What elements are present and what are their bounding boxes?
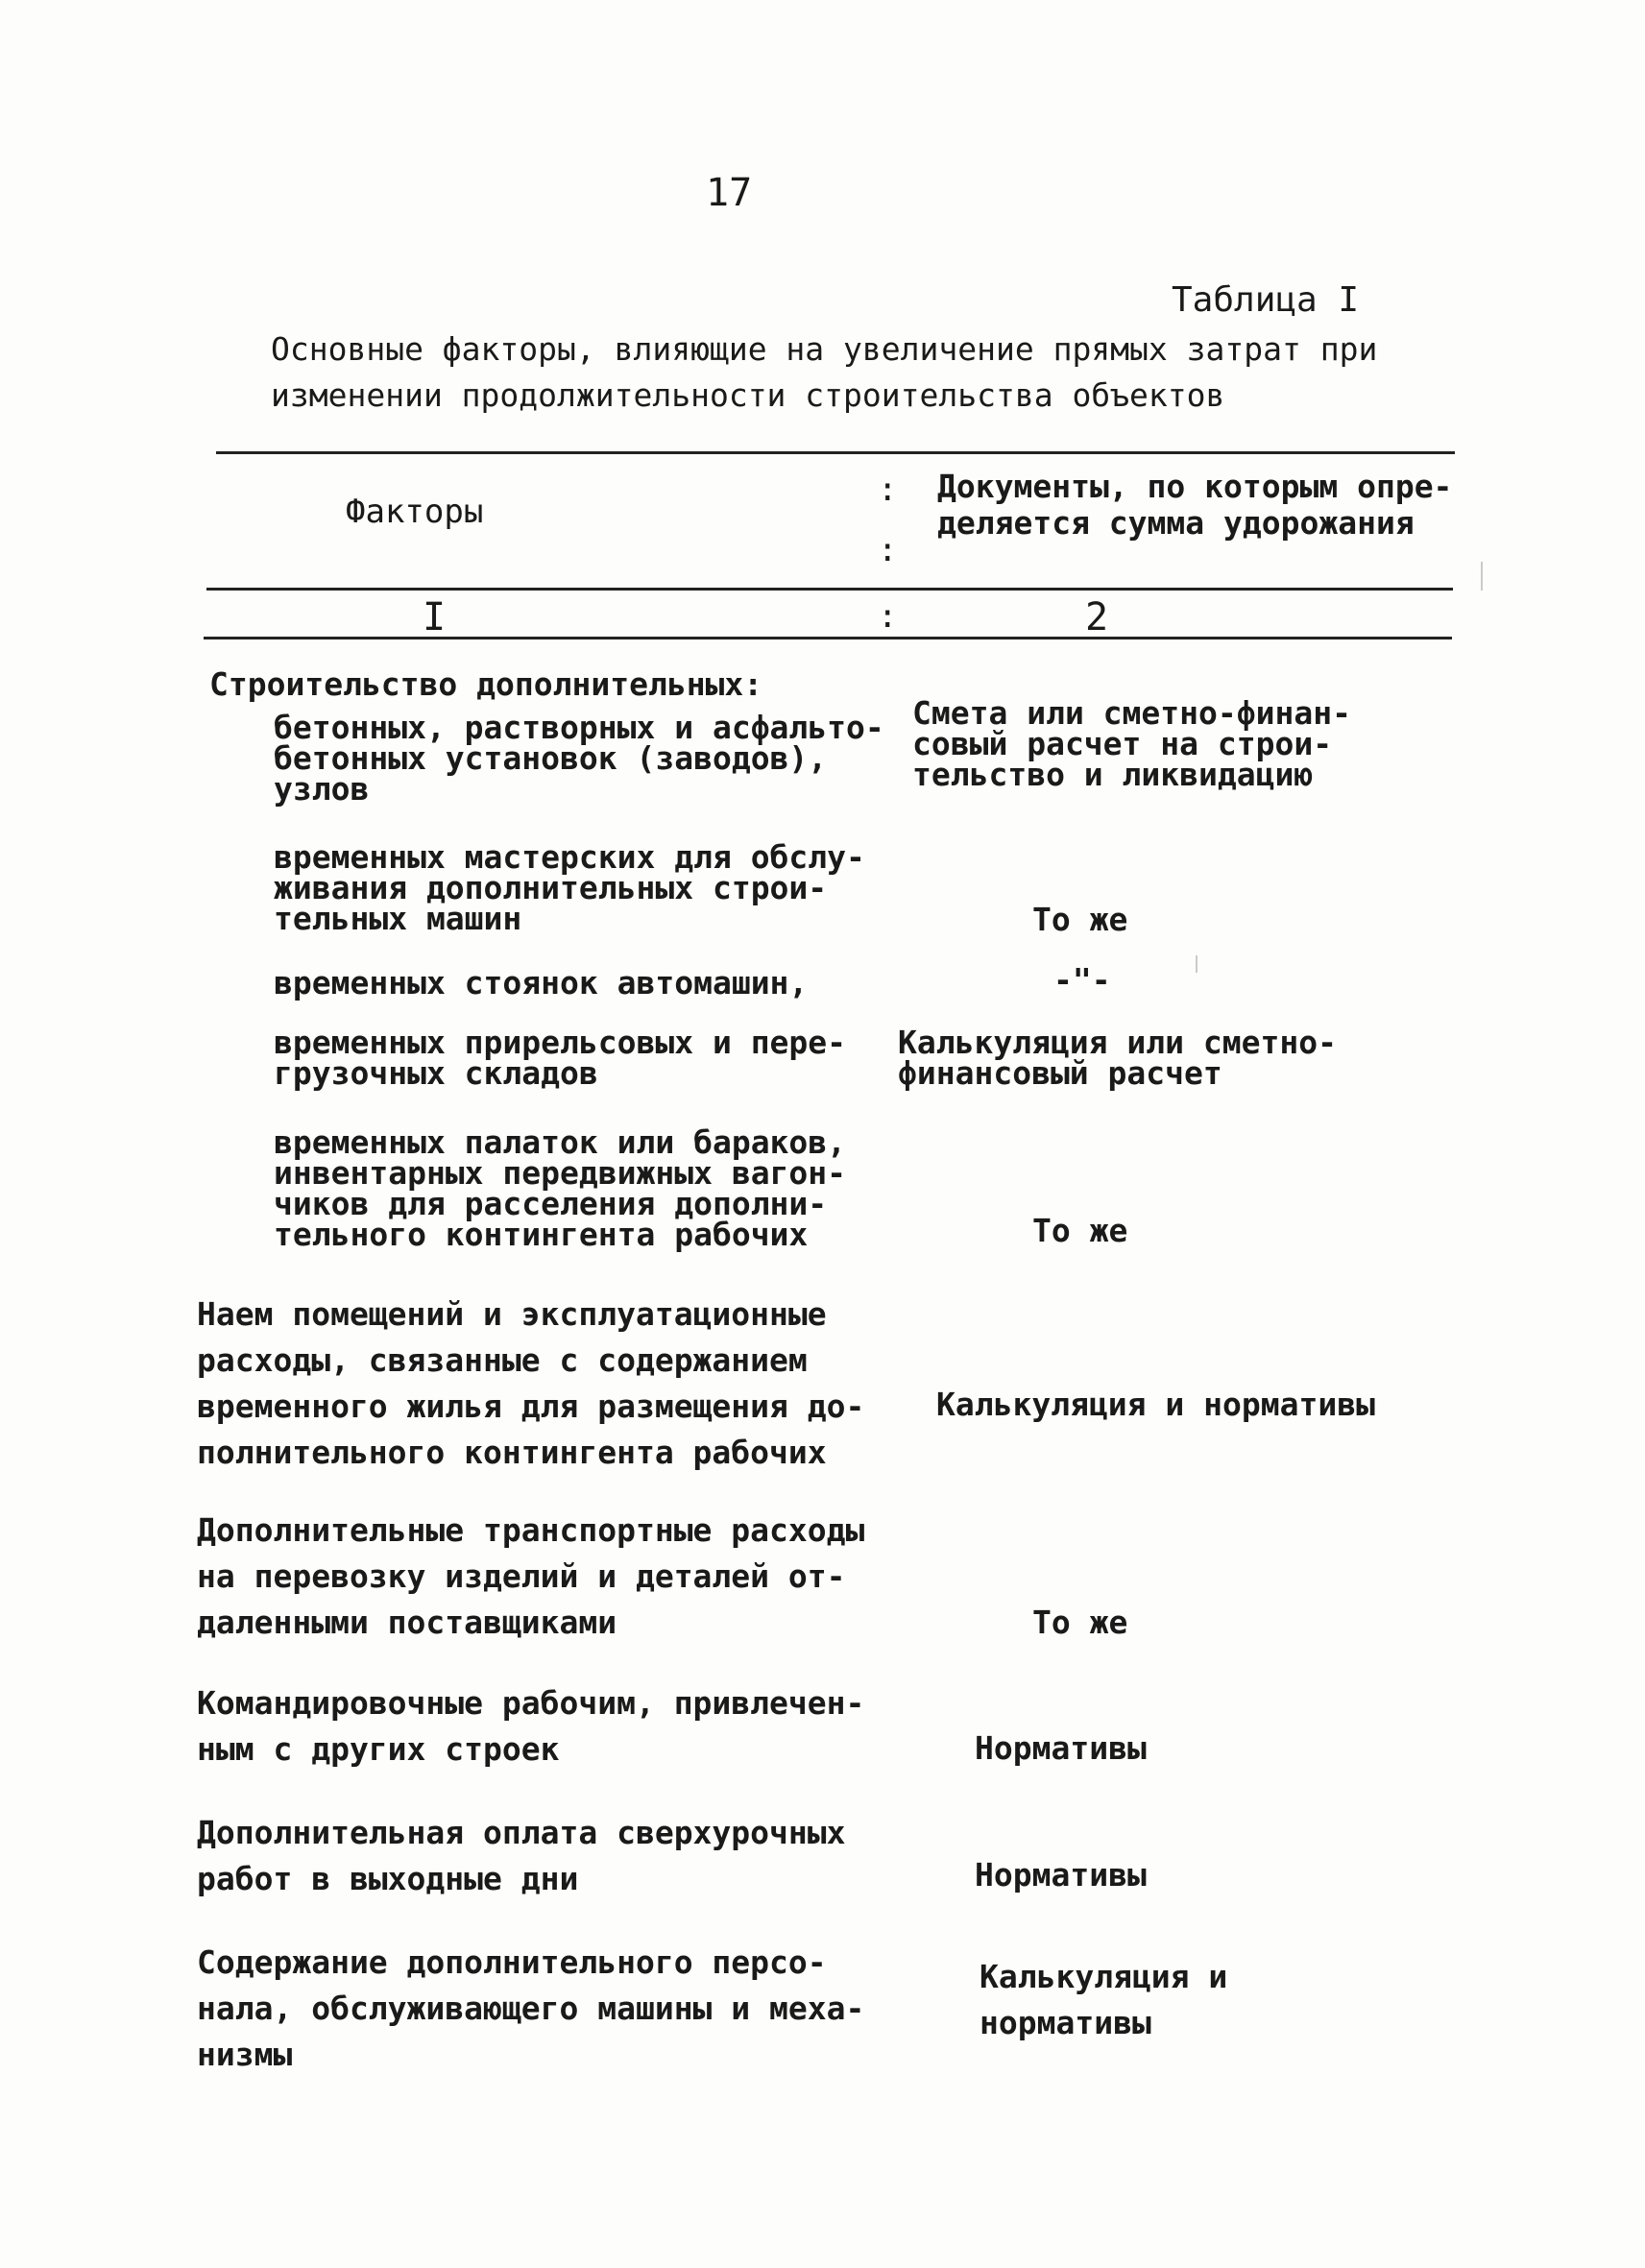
table-row-document: То же bbox=[1032, 901, 1128, 938]
table-row-factor: Командировочные рабочим, привлечен- ным с других строек bbox=[197, 1684, 865, 1768]
table-row-document: Калькуляция и нормативы bbox=[936, 1386, 1375, 1423]
table-label: Таблица I bbox=[1172, 280, 1360, 320]
table-row-document: То же bbox=[1032, 1212, 1128, 1249]
table-caption: Основные факторы, влияющие на увеличение прямых затрат при изменении продолжительности строительства объектов bbox=[271, 330, 1378, 414]
table-row-factor: временных стоянок автомашин, bbox=[274, 964, 809, 1001]
table-top-rule bbox=[216, 451, 1455, 454]
table-row-document: Калькуляция и нормативы bbox=[980, 1958, 1228, 2041]
scan-mark bbox=[1196, 955, 1197, 973]
table-row-document: Смета или сметно-финан- совый расчет на строи- тельство и ликвидацию bbox=[912, 694, 1351, 793]
header-factors: Факторы bbox=[346, 493, 484, 531]
column-number-separator: : bbox=[878, 597, 898, 636]
table-row-factor: бетонных, растворных и асфальто- бетонных установок (заводов), узлов bbox=[274, 709, 884, 808]
header-documents: Документы, по которым опре- деляется сумма удорожания bbox=[937, 468, 1453, 542]
page-number: 17 bbox=[706, 171, 753, 215]
table-row-factor: временных прирельсовых и пере- грузочных складов bbox=[274, 1024, 847, 1092]
table-row-factor: Дополнительная оплата сверхурочных работ в выходные дни bbox=[197, 1814, 846, 1897]
table-row-document: Нормативы bbox=[975, 1856, 1147, 1894]
column-number-1: I bbox=[423, 595, 447, 639]
table-row-factor: Дополнительные транспортные расходы на перевозку изделий и деталей от- даленными поставщиками bbox=[197, 1511, 865, 1641]
table-row-document: Калькуляция или сметно- финансовый расчет bbox=[898, 1024, 1337, 1092]
table-row-factor: временных мастерских для обслу- живания дополнительных строи- тельных машин bbox=[274, 838, 865, 937]
header-bottom-rule bbox=[206, 588, 1453, 591]
header-separator: : bbox=[878, 470, 898, 509]
table-row-document: То же bbox=[1032, 1604, 1128, 1641]
table-row-factor: Наем помещений и эксплуатационные расходы, связанные с содержанием временного жилья для размещения до- полнительного контингента рабочих bbox=[197, 1295, 865, 1471]
numbers-bottom-rule bbox=[204, 637, 1452, 639]
column-number-2: 2 bbox=[1085, 595, 1109, 639]
header-separator: : bbox=[878, 531, 898, 569]
scan-mark bbox=[1481, 562, 1483, 591]
table-row-factor: Содержание дополнительного персо- нала, обслуживающего машины и меха- низмы bbox=[197, 1943, 865, 2073]
table-row-document: Нормативы bbox=[975, 1729, 1147, 1767]
table-row-factor: временных палаток или бараков, инвентарных передвижных вагон- чиков для расселения дополни- тельного контингента рабочих bbox=[274, 1123, 847, 1253]
table-row-document: -"- bbox=[1053, 961, 1111, 999]
group-title: Строительство дополнительных: bbox=[209, 665, 763, 703]
